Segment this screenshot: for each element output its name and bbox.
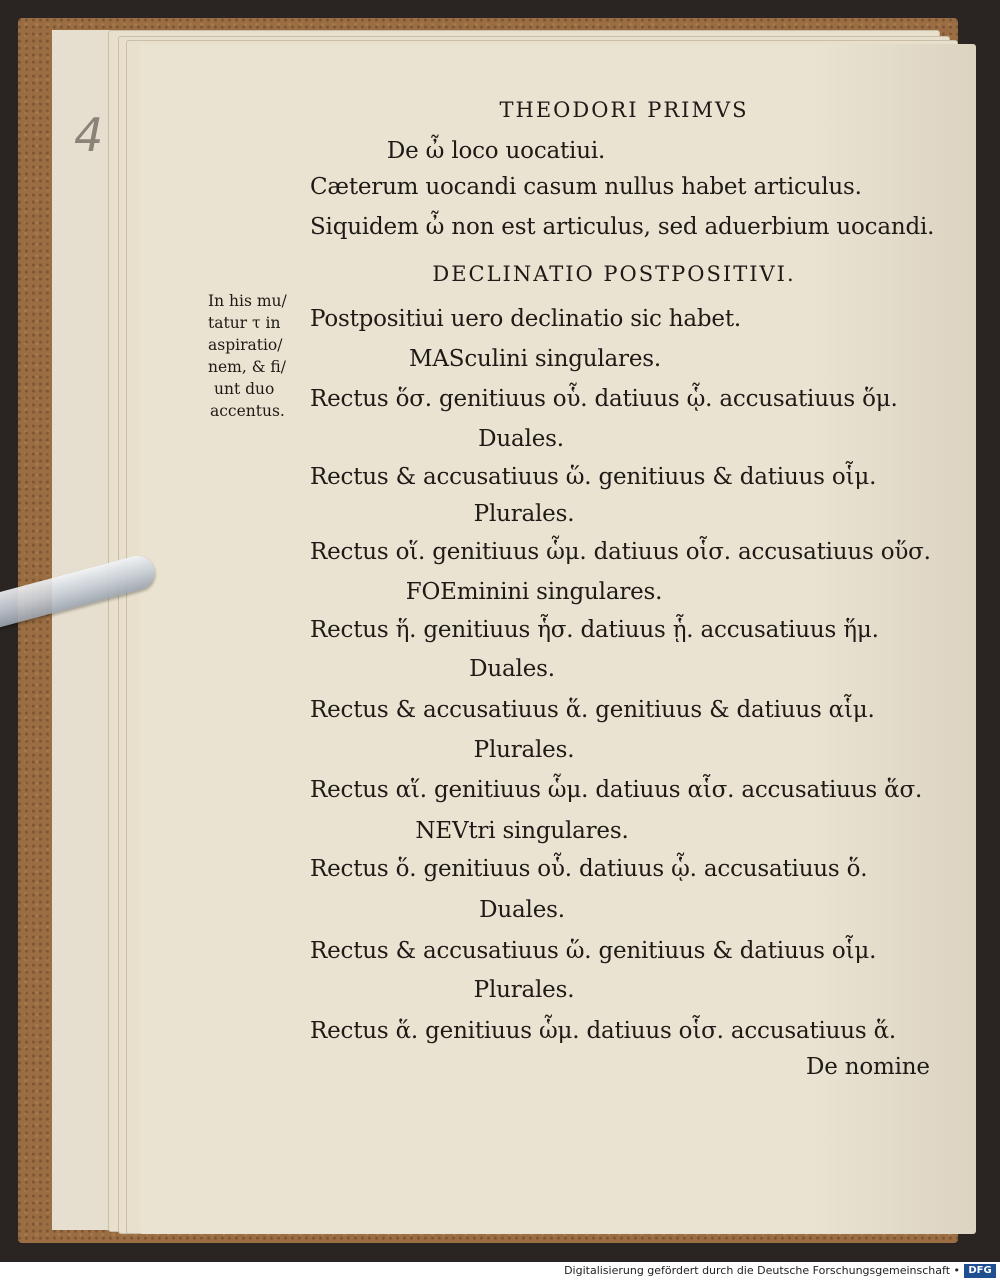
subheading: Duales. bbox=[469, 656, 555, 682]
margin-note-line: aspiratio/ bbox=[208, 336, 283, 354]
handwritten-page-number: 4 bbox=[74, 108, 104, 162]
margin-note-line: tatur τ in bbox=[208, 314, 281, 332]
text-line: Rectus ὅσ. genitiuus οὗ. datiuus ᾧ. accusatiuus ὅμ. bbox=[310, 386, 898, 412]
text-line: Rectus ἅ. genitiuus ὧμ. datiuus οἷσ. accusatiuus ἅ. bbox=[310, 1018, 897, 1044]
subheading: Duales. bbox=[479, 897, 565, 923]
subheading: NEVtri singulares. bbox=[415, 818, 629, 844]
text-line: Rectus αἵ. genitiuus ὧμ. datiuus αἷσ. accusatiuus ἅσ. bbox=[310, 777, 923, 803]
subheading: Plurales. bbox=[473, 737, 575, 763]
subheading: Plurales. bbox=[473, 977, 575, 1003]
dfg-logo: DFG bbox=[964, 1264, 996, 1278]
footer-bar bbox=[0, 1262, 1000, 1281]
subheading: Duales. bbox=[478, 426, 564, 452]
section-heading: DECLINATIO POSTPOSITIVI. bbox=[432, 262, 796, 286]
text-line: Rectus & accusatiuus ὥ. genitiuus & datiuus οἷμ. bbox=[310, 464, 877, 490]
text-line: Siquidem ὦ non est articulus, sed aduerbium uocandi. bbox=[310, 214, 935, 240]
section-heading: De ὦ loco uocatiui. bbox=[386, 138, 606, 164]
text-line: Rectus & accusatiuus ἅ. genitiuus & datiuus αἷμ. bbox=[310, 697, 875, 723]
subheading: MASculini singulares. bbox=[409, 346, 661, 372]
text-line: Rectus & accusatiuus ὥ. genitiuus & datiuus οἷμ. bbox=[310, 938, 877, 964]
text-line: Rectus ὅ. genitiuus οὗ. datiuus ᾧ. accusatiuus ὅ. bbox=[310, 856, 868, 882]
text-line: Rectus οἵ. genitiuus ὧμ. datiuus οἷσ. accusatiuus οὕσ. bbox=[310, 539, 931, 565]
text-line: Postpositiui uero declinatio sic habet. bbox=[310, 306, 741, 332]
subheading: FOEminini singulares. bbox=[405, 579, 663, 605]
margin-note-line: unt duo bbox=[214, 380, 275, 398]
footer-credit: Digitalisierung gefördert durch die Deutsche Forschungsgemeinschaft • bbox=[564, 1264, 960, 1277]
margin-note-line: accentus. bbox=[210, 402, 285, 420]
margin-note-line: nem, & fi/ bbox=[208, 358, 286, 376]
running-head: THEODORI PRIMVS bbox=[499, 98, 749, 122]
text-line: Cæterum uocandi casum nullus habet articulus. bbox=[310, 174, 862, 200]
subheading: Plurales. bbox=[473, 501, 575, 527]
margin-note-line: In his mu/ bbox=[208, 292, 287, 310]
text-line: Rectus ἥ. genitiuus ἧσ. datiuus ᾗ. accusatiuus ἥμ. bbox=[310, 617, 879, 643]
catchword: De nomine bbox=[806, 1054, 930, 1080]
